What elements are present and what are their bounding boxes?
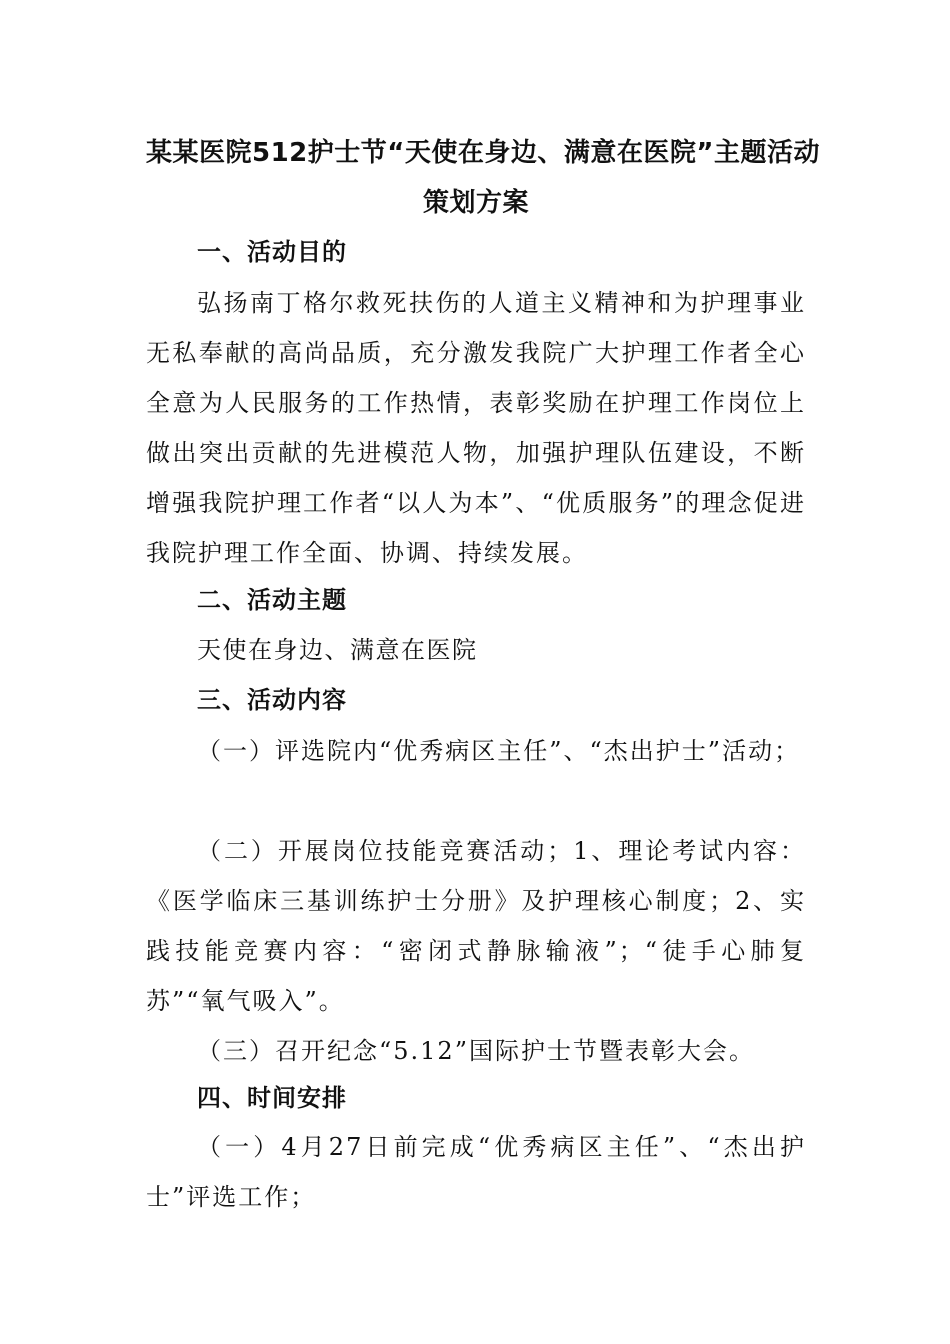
section-heading-schedule: 四、时间安排 bbox=[197, 1084, 347, 1112]
paragraph-content-item-1: （一）评选院内“优秀病区主任”、“杰出护士”活动； bbox=[197, 737, 801, 765]
paragraph-content-item-2: （二）开展岗位技能竞赛活动；1、理论考试内容：《医学临床三基训练护士分册》及护理核心制度；2、实践技能竞赛内容：“密闭式静脉输液”；“徒手心肺复苏”“氧气吸入”。 bbox=[146, 837, 806, 1015]
document-title-line2: 策划方案 bbox=[422, 188, 529, 218]
paragraph-purpose: 弘扬南丁格尔救死扶伤的人道主义精神和为护理事业无私奉献的高尚品质，充分激发我院广大护理工作者全心全意为人民服务的工作热情，表彰奖励在护理工作岗位上做出突出贡献的先进模范人物，加强护理队伍建设，不断增强我院护理工作者“以人为本”、“优质服务”的理念促进我院护理工作全面、协调、持续发展。 bbox=[146, 289, 806, 567]
section-heading-purpose: 一、活动目的 bbox=[197, 238, 347, 266]
document-title-line1: 某某医院512护士节“天使在身边、满意在医院”主题活动 bbox=[146, 138, 820, 168]
paragraph-theme: 天使在身边、满意在医院 bbox=[197, 636, 478, 664]
section-heading-theme: 二、活动主题 bbox=[197, 586, 347, 614]
paragraph-schedule-item-1: （一）4月27日前完成“优秀病区主任”、“杰出护士”评选工作； bbox=[146, 1133, 806, 1211]
paragraph-content-item-3: （三）召开纪念“5.12”国际护士节暨表彰大会。 bbox=[197, 1037, 755, 1065]
section-heading-content: 三、活动内容 bbox=[197, 686, 347, 714]
